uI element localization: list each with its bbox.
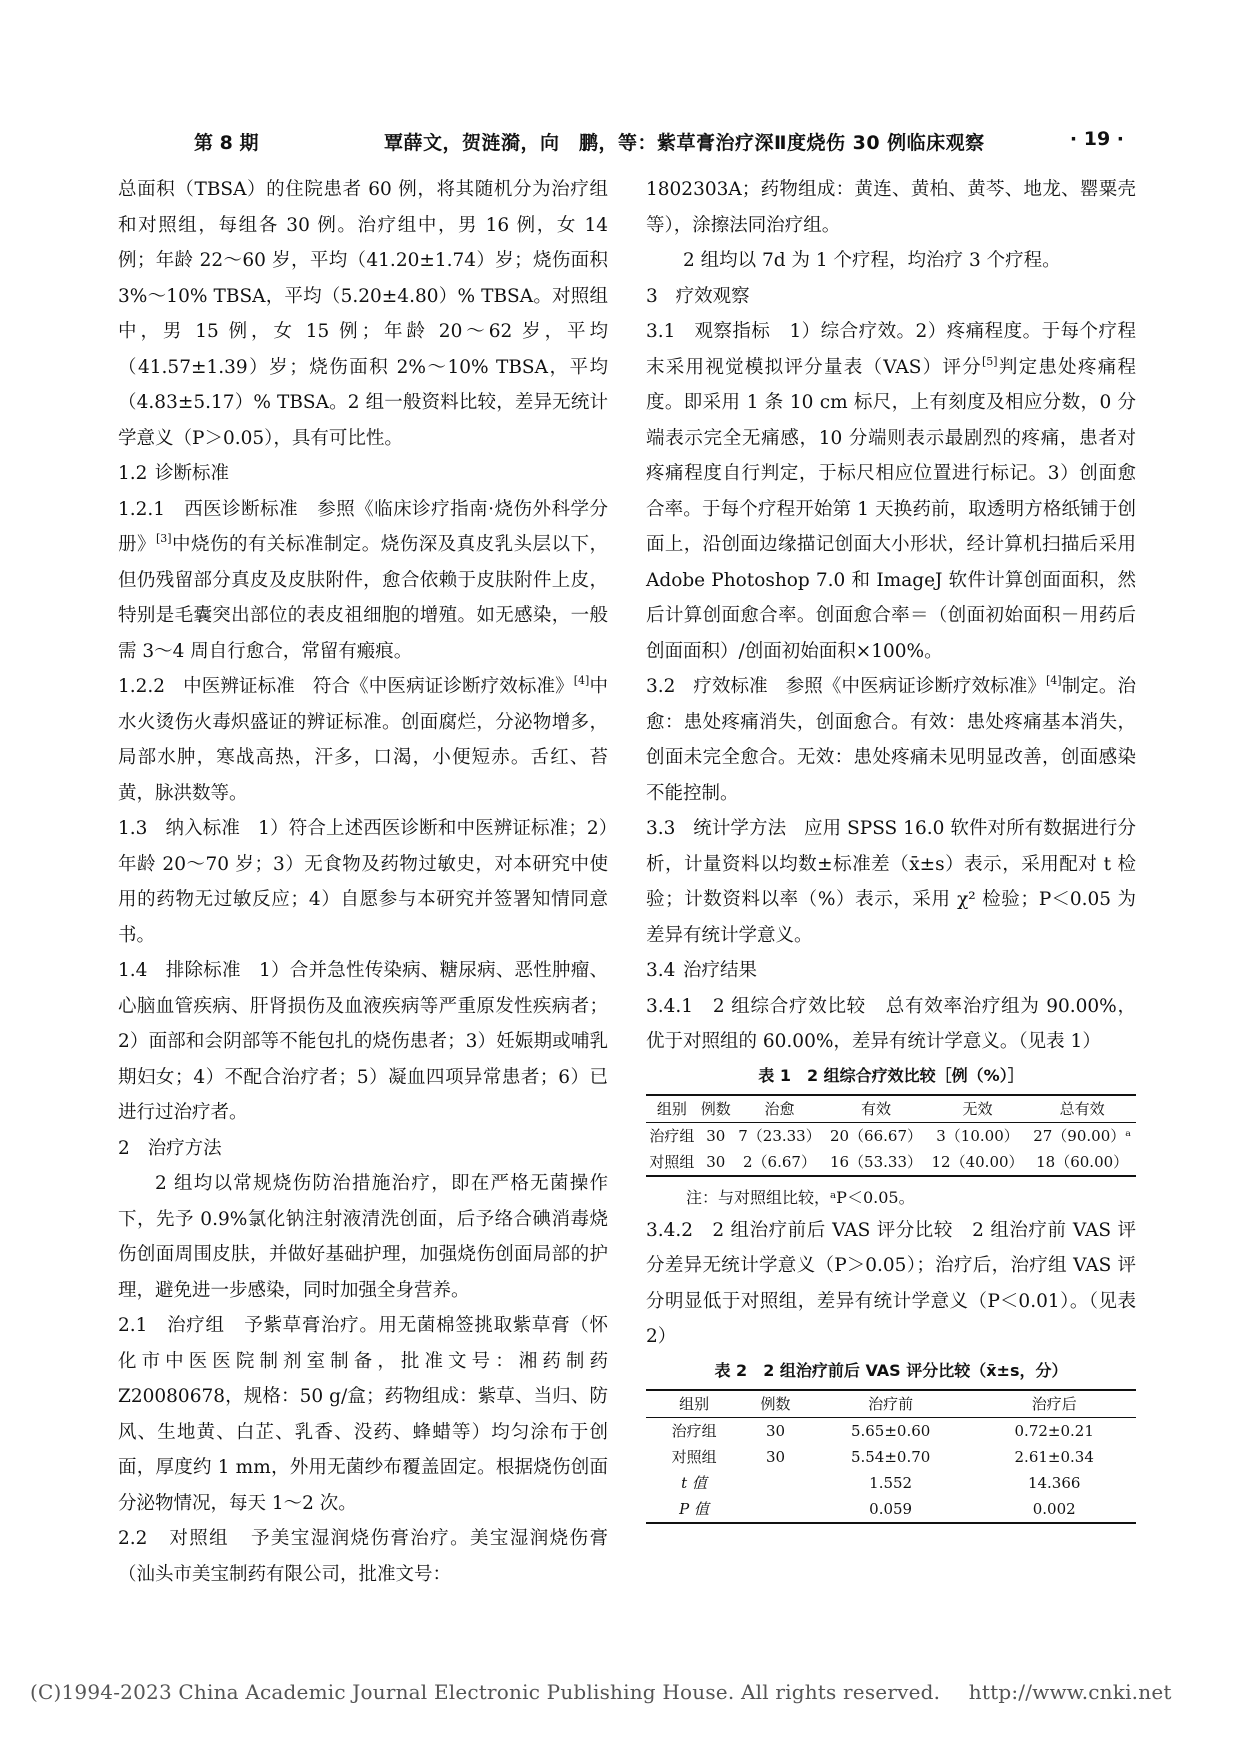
table-1-caption: 表 1 2 组综合疗效比较［例（%）］ <box>758 1065 1024 1085</box>
section-2-text: 2 组均以常规烧伤防治措施治疗，即在严格无菌操作下，先予 0.9%氯化钠注射液清洗创面，后予络合碘消毒烧伤创面周围皮肤，并做好基础护理，加强烧伤创面局部的护理，避免进一步感染，同时加强全身营养。 <box>118 1173 608 1301</box>
section-3-3-title: 统计学方法 <box>693 818 787 839</box>
paragraph-general-data: 总面积（TBSA）的住院患者 60 例，将其随机分为治疗组和对照组，每组各 30 例。治疗组中，男 16 例，女 14 例；年龄 22～60 岁，平均（41.20±1.74）岁；烧伤面积 3%～10% TBSA，平均（5.20±4.80）% TBSA。对照组中，男 15 例，女 15 例；年龄 20～62 岁，平均（41.57±1.39）岁；烧伤面积 2%～10% TBSA，平均（4.83±5.17）% TBSA。2 组一般资料比较，差异无统计学意义（P＞0.05），具有可比性。 <box>118 179 608 449</box>
section-1-2-2-title: 中医辨证标准 <box>183 676 295 697</box>
section-1-4-number: 1.4 <box>118 960 148 981</box>
running-title: 覃薛文，贺涟漪，向 鹏，等：紫草膏治疗深Ⅱ度烧伤 30 例临床观察 <box>384 132 985 154</box>
section-3-1: 3.1 观察指标 1）综合疗效。2）疼痛程度。于每个疗程末采用视觉模拟评分量表（VAS）评分[5]判定患处疼痛程度。即采用 1 条 10 cm 标尺，上有刻度及相应分数，0 分端表示完全无痛感，10 分端则表示最剧烈的疼痛，患者对疼痛程度自行判定，于标尺相应位置进行标记。3）创面愈合率。于每个疗程开始第 1 天换药前，取透明方格纸铺于创面上，沿创面边缘描记创面大小形状，经计算机扫描后采用 Adobe Photoshop 7.0 和 ImageJ 软件计算创面面积，然后计算创面愈合率。创面愈合率＝（创面初始面积－用药后创面面积）/创面初始面积×100%。 <box>646 321 1136 662</box>
section-3-3-number: 3.3 <box>646 818 676 839</box>
section-2-heading: 2 治疗方法 <box>118 1137 222 1159</box>
table-1-note: 注：与对照组比较，ᵃP＜0.05。 <box>686 1187 915 1207</box>
section-1-2-heading: 1.2 诊断标准 <box>118 463 230 484</box>
section-1-2-2-number: 1.2.2 <box>118 676 166 697</box>
section-3-4-2-number: 3.4.2 <box>646 1219 694 1241</box>
section-2-1-number: 2.1 <box>118 1315 148 1336</box>
table-2-header: 治疗前 <box>809 1390 973 1418</box>
section-1-3: 1.3 纳入标准 1）符合上述西医诊断和中医辨证标准；2）年龄 20～70 岁；3）无食物及药物过敏史，对本研究中使用的药物无过敏反应；4）自愿参与本研究并签署知情同意书。 <box>118 818 608 946</box>
section-3-2: 3.2 疗效标准 参照《中医病证诊断疗效标准》[4]制定。治愈：患处疼痛消失，创面愈合。有效：患处疼痛基本消失，创面未完全愈合。无效：患处疼痛未见明显改善，创面感染不能控制。 <box>646 674 1136 804</box>
table-row: P 值 0.059 0.002 <box>646 1496 1136 1523</box>
right-column <box>646 172 1136 1524</box>
table-2-header: 例数 <box>742 1390 809 1418</box>
section-3-heading: 3 疗效观察 <box>646 285 750 307</box>
table-row: 治疗组 30 7（23.33） 20（66.67） 3（10.00） 27（90.00）ᵃ <box>649 1126 1132 1145</box>
table-1 <box>646 1094 1136 1177</box>
table-1-header: 无效 <box>927 1095 1029 1123</box>
section-1-2-1: 1.2.1 西医诊断标准 参照《临床诊疗指南·烧伤外科学分册》[3]中烧伤的有关标准制定。烧伤深及真皮乳头层以下，但仍残留部分真皮及皮肤附件，愈合依赖于皮肤附件上皮，特别是毛囊突出部位的表皮祖细胞的增殖。如无感染，一般需 3～4 周自行愈合，常留有瘢痕。 <box>118 498 608 662</box>
table-1-header: 例数 <box>698 1095 734 1123</box>
table-row: 对照组 30 2（6.67） 16（53.33） 12（40.00） 18（60.00） <box>646 1149 1136 1176</box>
section-3-4-1-title: 2 组综合疗效比较 <box>712 995 866 1017</box>
cnki-link[interactable]: http://www.cnki.net <box>968 1680 1172 1704</box>
section-3-4-1: 3.4.1 2 组综合疗效比较 总有效率治疗组为 90.00%，优于对照组的 60.00%，差异有统计学意义。（见表 1） <box>646 995 1136 1052</box>
table-1-header: 治愈 <box>734 1095 825 1123</box>
section-1-4: 1.4 排除标准 1）合并急性传染病、糖尿病、恶性肿瘤、心脑血管疾病、肝肾损伤及血液疾病等严重原发性疾病者；2）面部和会阴部等不能包扎的烧伤患者；3）妊娠期或哺乳期妇女；4）不配合治疗者；5）凝血四项异常患者；6）已进行过治疗者。 <box>118 960 608 1123</box>
section-3-1-title: 观察指标 <box>694 321 771 342</box>
section-2-2-number: 2.2 <box>118 1528 148 1549</box>
table-2-header: 治疗后 <box>972 1390 1136 1418</box>
reference-4[interactable]: [4] <box>573 674 590 687</box>
section-1-2-2: 1.2.2 中医辨证标准 符合《中医病证诊断疗效标准》[4]中水火烫伤火毒炽盛证的辨证标准。创面腐烂，分泌物增多，局部水肿，寒战高热，汗多，口渴，小便短赤。舌红、苔黄，脉洪数等。 <box>118 674 608 804</box>
reference-3[interactable]: [3] <box>155 532 172 545</box>
table-2 <box>646 1389 1136 1524</box>
section-3-4-2: 3.4.2 2 组治疗前后 VAS 评分比较 2 组治疗前 VAS 评分差异无统计学意义（P＞0.05）；治疗后，治疗组 VAS 评分明显低于对照组，差异有统计学意义（P＜0.01）。（见表 2） <box>646 1219 1136 1347</box>
section-1-4-title: 排除标准 <box>165 960 241 981</box>
table-1-header: 组别 <box>646 1095 698 1123</box>
table-row: 治疗组 30 5.65±0.60 0.72±0.21 <box>671 1421 1094 1440</box>
table-1-header: 总有效 <box>1028 1095 1136 1123</box>
section-1-2-1-title: 西医诊断标准 <box>184 498 299 520</box>
running-header <box>164 122 1124 158</box>
paragraph-continuation: 1802303A；药物组成：黄连、黄柏、黄芩、地龙、罂粟壳等），涂擦法同治疗组。 <box>646 179 1136 236</box>
page-number: · 19 · <box>1069 128 1124 150</box>
section-3-3: 3.3 统计学方法 应用 SPSS 16.0 软件对所有数据进行分析，计量资料以均数±标准差（x̄±s）表示，采用配对 t 检验；计数资料以率（%）表示，采用 χ² 检验；P＜0.05 为差异有统计学意义。 <box>646 818 1136 946</box>
section-2-2-title: 对照组 <box>169 1528 230 1549</box>
section-3-1-number: 3.1 <box>646 321 676 342</box>
section-2-1: 2.1 治疗组 予紫草膏治疗。用无菌棉签挑取紫草膏（怀化市中医医院制剂室制备，批准文号：湘药制药 Z20080678，规格：50 g/盒；药物组成：紫草、当归、防风、生地黄、白芷、乳香、没药、蜂蜡等）均匀涂布于创面，厚度约 1 mm，外用无菌纱布覆盖固定。根据烧伤创面分泌物情况，每天 1～2 次。 <box>118 1315 608 1514</box>
section-1-3-number: 1.3 <box>118 818 148 839</box>
paragraph-course: 2 组均以 7d 为 1 个疗程，均治疗 3 个疗程。 <box>683 250 1061 271</box>
reference-5[interactable]: [5] <box>982 354 998 368</box>
table-row: t 值 1.552 14.366 <box>681 1473 1081 1492</box>
table-2-caption: 表 2 2 组治疗前后 VAS 评分比较（x̄±s，分） <box>714 1360 1068 1380</box>
section-1-3-title: 纳入标准 <box>165 818 241 839</box>
section-3-2-title: 疗效标准 <box>693 676 768 697</box>
copyright-footer <box>30 1680 1210 1704</box>
section-3-4-1-number: 3.4.1 <box>646 995 694 1017</box>
section-2-1-title: 治疗组 <box>167 1315 225 1336</box>
table-1-header: 有效 <box>825 1095 927 1123</box>
section-1-2-1-number: 1.2.1 <box>118 498 166 520</box>
reference-4[interactable]: [4] <box>1046 674 1062 687</box>
section-3-2-number: 3.2 <box>646 676 676 697</box>
table-row: 对照组 30 5.54±0.70 2.61±0.34 <box>671 1447 1094 1466</box>
section-2-2: 2.2 对照组 予美宝湿润烧伤膏治疗。美宝湿润烧伤膏（汕头市美宝制药有限公司，批准文号： <box>118 1528 608 1585</box>
left-column <box>118 172 608 1592</box>
table-2-header: 组别 <box>646 1390 742 1418</box>
section-3-4-2-title: 2 组治疗前后 VAS 评分比较 <box>712 1219 953 1241</box>
copyright-text: (C)1994-2023 China Academic Journal Electronic Publishing House. All rights reserved. <box>30 1680 941 1704</box>
issue-number: 第 8 期 <box>194 132 259 154</box>
section-3-4-heading: 3.4 治疗结果 <box>646 960 758 981</box>
